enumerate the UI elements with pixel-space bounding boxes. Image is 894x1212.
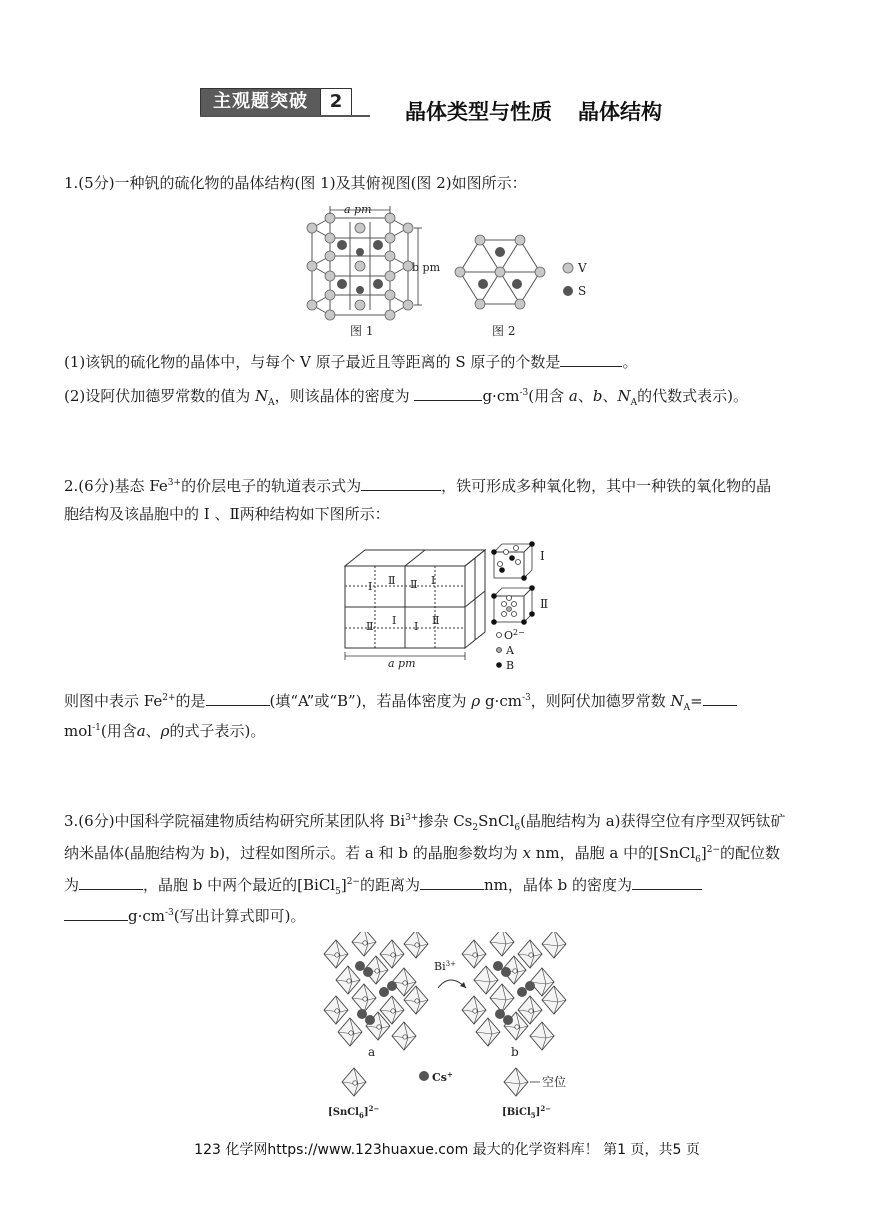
q3-cell-b xyxy=(462,932,566,1050)
page-footer: 123 化学网https://www.123huaxue.com 最大的化学资料库！ 第1 页，共5 页 xyxy=(194,1142,700,1158)
q3-line1-sup: 3+ xyxy=(405,813,419,823)
legend-s-label: S xyxy=(578,284,587,298)
q2-cell-I-4: Ⅰ xyxy=(414,620,419,633)
q3-line4-a: g·cm xyxy=(128,907,165,925)
page-title xyxy=(405,96,662,126)
q1-sub2-text: (2)设阿伏加德罗常数的值为 xyxy=(64,387,251,405)
q2-cell-I-1: Ⅰ xyxy=(368,580,373,593)
q1-sub2-blank[interactable] xyxy=(414,386,482,401)
q2-eq: = xyxy=(690,692,703,710)
q3-line4 xyxy=(64,903,306,926)
q2-cell-I-3: Ⅰ xyxy=(392,614,397,627)
q2-line1-a: 2.(6分)基态 Fe xyxy=(64,477,168,495)
q3-legend-sncl: [SnCl$_6$]$^{2-}$ xyxy=(328,1104,380,1120)
q2-na-sub: A xyxy=(683,703,691,713)
q1-sub1 xyxy=(64,352,637,372)
q2-cell-II-3: Ⅱ xyxy=(366,620,374,633)
q3-blank4[interactable] xyxy=(64,906,128,921)
q3-line3-a: 为 xyxy=(64,876,80,894)
fig1-caption: 图 1 xyxy=(350,324,374,338)
q3-line4-sup: -3 xyxy=(165,908,174,918)
q3-cell-a xyxy=(324,932,428,1050)
q2-unit-sup: -3 xyxy=(521,693,531,703)
q3-line2-sub: 6 xyxy=(695,855,701,865)
q3-line2-a: 纳米晶体(晶胞结构为 b)，过程如图所示。若 a 和 b 的晶胞参数均为 xyxy=(64,844,518,862)
fig1-v-atoms xyxy=(307,213,413,320)
q1-var-a: a xyxy=(568,387,578,405)
q2-cell-II-4: Ⅱ xyxy=(432,614,440,627)
q1-sub2-unit: g·cm xyxy=(482,387,520,405)
q3-line2-b: nm，晶胞 a 中的[SnCl xyxy=(535,844,696,862)
q2-legend-b: B xyxy=(506,659,515,672)
q2-legend-o: $O^{2-}$ xyxy=(504,628,525,642)
q3-line3-e: nm，晶体 b 的密度为 xyxy=(484,876,633,894)
q2-line3-c: (填“A”或“B”)，若晶体密度为 xyxy=(269,692,467,710)
q1-stem: 1.(5分)一种钒的硫化物的晶体结构(图 1)及其俯视图(图 2)如图所示： xyxy=(64,174,527,192)
badge-number: 2 xyxy=(321,88,352,116)
q1-sub2-tail2: 的代数式表示)。 xyxy=(637,387,748,405)
q3-line3 xyxy=(64,872,702,902)
q1-sub1-text: (1)该钒的硫化物的晶体中，与每个 V 原子最近且等距离的 S 原子的个数是 xyxy=(64,353,561,371)
q3-blank1[interactable] xyxy=(79,875,143,890)
q2-line4-a: mol xyxy=(64,722,93,740)
q2-small-cube-I xyxy=(494,544,532,578)
q2-line4-c: 的式子表示)。 xyxy=(169,722,266,740)
section-header xyxy=(200,88,720,124)
q3-line2-sup: 2− xyxy=(706,845,721,855)
q1-sub2 xyxy=(64,383,748,413)
q3-blank3[interactable] xyxy=(632,875,702,890)
q2-line2: 胞结构及该晶胞中的 Ⅰ 、Ⅱ两种结构如下图所示： xyxy=(64,505,390,523)
q2-cell-II-2: Ⅱ xyxy=(410,578,418,591)
q2-cell-I-2: Ⅰ xyxy=(431,574,436,587)
q3-line3-b: ，晶胞 b 中两个最近的[BiCl xyxy=(143,876,336,894)
q3-legend-sncl-shape xyxy=(342,1068,366,1096)
q3-line2-c: ] xyxy=(700,844,707,862)
q2-line1-b: 的价层电子的轨道表示式为 xyxy=(181,477,362,495)
q1-sep2: 、 xyxy=(602,387,618,405)
q2-line4 xyxy=(64,718,265,741)
q2-line3-d: ，则阿伏加德罗常数 xyxy=(530,692,666,710)
fig1-a-label: a pm xyxy=(344,203,372,216)
q3-line3-sub: 5 xyxy=(335,887,341,897)
q2-legend-b-marker xyxy=(496,662,502,668)
q2-cube-2x2 xyxy=(345,550,485,648)
fig2-caption: 图 2 xyxy=(492,324,516,338)
legend-s-marker xyxy=(563,286,573,296)
q3-figure xyxy=(318,932,580,1124)
q2-small-II-label: Ⅱ xyxy=(540,597,549,611)
q3-legend-vacancy: 空位 xyxy=(542,1075,567,1089)
title-part1: 晶体类型与性质 xyxy=(405,100,552,124)
q3-line1-c: SnCl xyxy=(478,812,515,830)
q2-legend-a: A xyxy=(506,644,514,657)
q1-figure xyxy=(300,200,600,342)
q3-line1-d: (晶胞结构为 a)获得空位有序型双钙钛矿 xyxy=(520,812,786,830)
q1-sep1: 、 xyxy=(577,387,593,405)
badge-text: 主观题突破 xyxy=(200,88,321,116)
q3-line4-b: (写出计算式即可)。 xyxy=(173,907,306,925)
q3-legend-cs-marker xyxy=(419,1071,429,1081)
q1-sub2-tail1: (用含 xyxy=(528,387,565,405)
q2-unit: g·cm xyxy=(484,692,522,710)
q2-line4-b: (用含 xyxy=(100,722,137,740)
q3-line1-sub1: 2 xyxy=(472,823,479,833)
q1-sub2-unit-sup: -3 xyxy=(519,388,529,398)
q2-line3 xyxy=(64,688,737,718)
q1-var-b: b xyxy=(592,387,603,405)
q2-var-a: a xyxy=(136,722,146,740)
q1-na2-sub: A xyxy=(630,398,638,408)
q3-line3-sup: 2− xyxy=(346,877,360,887)
q2-blank3[interactable] xyxy=(703,691,737,706)
q2-line4-sup: -1 xyxy=(92,723,101,733)
q3-fig-a-label: a xyxy=(368,1045,376,1059)
q3-line1-a: 3.(6分)中国科学院福建物质结构研究所某团队将 Bi xyxy=(64,812,406,830)
q2-line3-a: 则图中表示 Fe xyxy=(64,692,163,710)
q3-legend-bicl: [BiCl$_5$]$^{2-}$ xyxy=(502,1104,552,1120)
q2-line4-rho: ρ xyxy=(160,722,170,740)
q2-blank1[interactable] xyxy=(361,476,441,491)
q2-a-label: a pm xyxy=(388,657,416,670)
q2-line3-sup: 2+ xyxy=(162,693,176,703)
q3-line2-d: 的配位数 xyxy=(720,844,781,862)
q2-rho: ρ xyxy=(471,692,481,710)
q1-na-sub: A xyxy=(268,398,275,408)
q3-blank2[interactable] xyxy=(420,875,484,890)
q2-blank2[interactable] xyxy=(206,691,270,706)
q3-line1-sub2: 6 xyxy=(514,823,521,833)
legend-v-label: V xyxy=(578,261,587,275)
q3-legend-cs: Cs+ xyxy=(432,1070,453,1084)
q3-fig-b-label: b xyxy=(511,1045,519,1059)
q3-line3-c: ] xyxy=(340,876,347,894)
q2-line1-c: ，铁可形成多种氧化物，其中一种铁的氧化物的晶 xyxy=(441,477,772,495)
q3-line1-b: 掺杂 Cs xyxy=(418,812,473,830)
q1-na: N xyxy=(255,387,269,405)
q3-arrow xyxy=(438,980,466,988)
q3-var-x: x xyxy=(522,844,531,862)
q3-line2 xyxy=(64,840,780,870)
q2-legend-o-marker xyxy=(497,633,502,638)
q2-figure xyxy=(340,538,570,674)
q3-legend-vacancy-shape xyxy=(504,1068,528,1096)
q2-legend-a-marker xyxy=(497,648,502,653)
q2-small-I-label: Ⅰ xyxy=(540,549,545,563)
q2-cell-II-1: Ⅱ xyxy=(388,574,396,587)
q1-sub1-blank[interactable] xyxy=(560,352,622,367)
title-part2: 晶体结构 xyxy=(578,100,662,124)
q1-sub1-end: 。 xyxy=(622,353,638,371)
q2-line1 xyxy=(64,473,771,496)
q3-bi-label: $Bi^{3+}$ xyxy=(434,960,456,973)
section-badge xyxy=(200,88,352,116)
q1-na2: N xyxy=(617,387,631,405)
badge-underline xyxy=(200,115,370,117)
q2-line3-b: 的是 xyxy=(175,692,206,710)
q3-line3-d: 的距离为 xyxy=(359,876,420,894)
q3-line1 xyxy=(64,808,786,838)
q2-na: N xyxy=(670,692,684,710)
q2-line1-sup: 3+ xyxy=(167,478,182,488)
fig1-b-label: b pm xyxy=(412,261,441,274)
q1-sub2-mid: ，则该晶体的密度为 xyxy=(274,387,410,405)
q2-line4-sep: 、 xyxy=(145,722,161,740)
legend-v-marker xyxy=(563,263,573,273)
